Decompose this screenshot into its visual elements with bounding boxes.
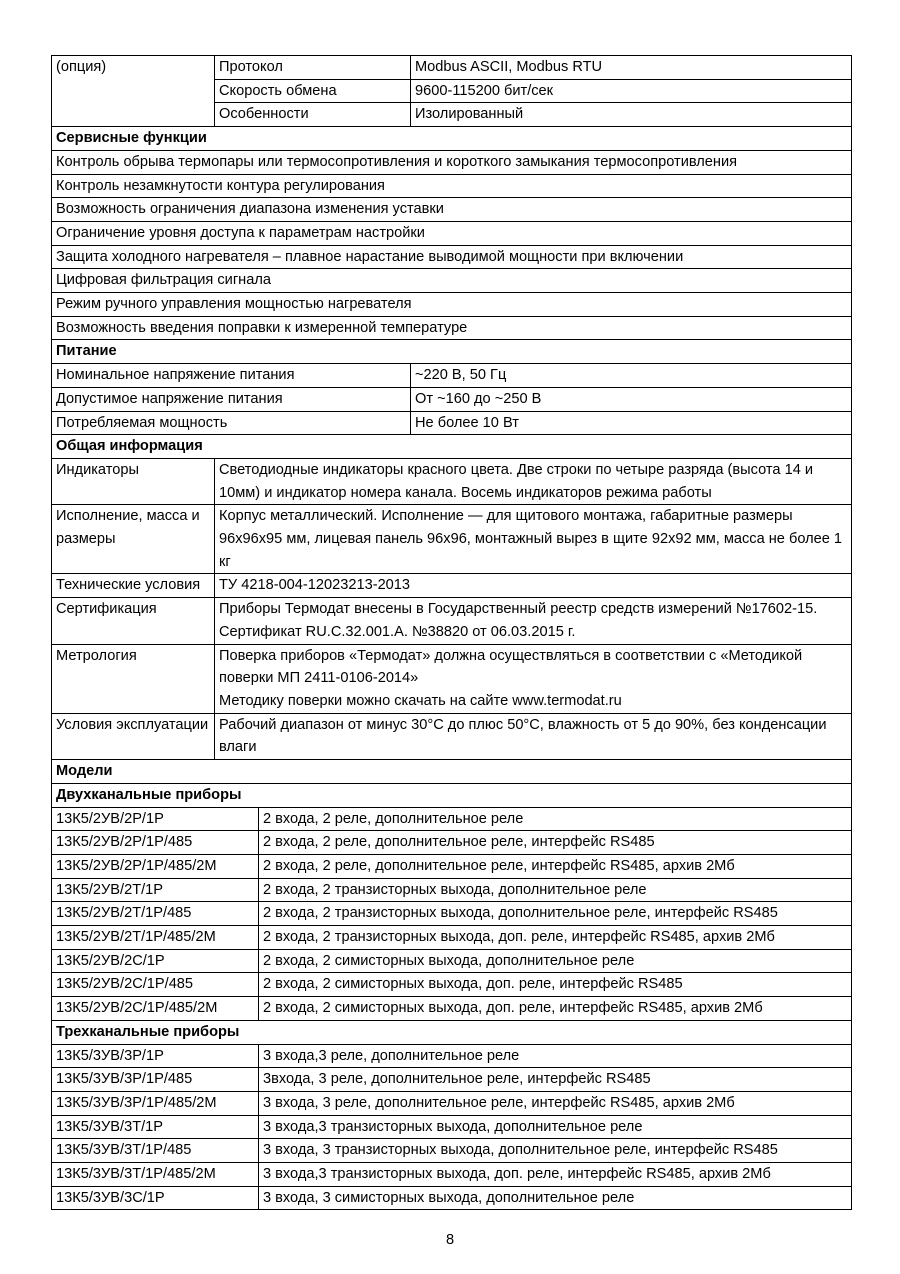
service-item: Защита холодного нагревателя – плавное нарастание выводимой мощности при включении [52,245,852,269]
section-header: Сервисные функции [52,127,852,151]
metrology-download-note: Методику поверки можно скачать на сайте www.termodat.ru [219,692,622,709]
service-item: Возможность введения поправки к измеренной температуре [52,316,852,340]
service-row [52,293,852,317]
model-desc: 2 входа, 2 транзисторных выхода, доп. реле, интерфейс RS485, архив 2Мб [259,926,852,950]
subsection-header: Трехканальные приборы [52,1020,852,1044]
service-item: Контроль незамкнутости контура регулирования [52,174,852,198]
model-row [52,973,852,997]
model-row [52,1115,852,1139]
power-label: Допустимое напряжение питания [52,387,411,411]
spec-table [51,55,852,1210]
service-row [52,245,852,269]
model-code: 13К5/3УВ/3Р/1Р/485 [52,1068,259,1092]
service-row [52,316,852,340]
model-row [52,807,852,831]
model-desc: 2 входа, 2 транзисторных выхода, дополнительное реле, интерфейс RS485 [259,902,852,926]
section-header: Питание [52,340,852,364]
model-desc: 2 входа, 2 симисторных выхода, доп. реле, интерфейс RS485 [259,973,852,997]
power-label: Номинальное напряжение питания [52,364,411,388]
service-row [52,150,852,174]
model-row [52,997,852,1021]
general-row [52,644,852,713]
general-label: Технические условия [52,574,215,598]
service-row [52,198,852,222]
power-value: ~220 В, 50 Гц [411,364,852,388]
comm-value: Изолированный [411,103,852,127]
model-row [52,902,852,926]
model-row [52,831,852,855]
model-code: 13К5/2УВ/2Т/1Р [52,878,259,902]
model-desc: 3 входа, 3 транзисторных выхода, дополнительное реле, интерфейс RS485 [259,1139,852,1163]
service-item: Режим ручного управления мощностью нагревателя [52,293,852,317]
section-header-row [52,127,852,151]
model-code: 13К5/3УВ/3С/1Р [52,1186,259,1210]
comm-label: Протокол [215,56,411,80]
model-code: 13К5/2УВ/2С/1Р [52,949,259,973]
service-item: Возможность ограничения диапазона изменения уставки [52,198,852,222]
general-label: Сертификация [52,598,215,644]
power-row [52,364,852,388]
model-row [52,854,852,878]
model-code: 13К5/2УВ/2Т/1Р/485/2М [52,926,259,950]
model-code: 13К5/2УВ/2Р/1Р/485 [52,831,259,855]
general-label: Исполнение, масса и размеры [52,505,215,574]
model-row [52,1186,852,1210]
comm-label: Скорость обмена [215,79,411,103]
model-code: 13К5/2УВ/2Р/1Р [52,807,259,831]
model-row [52,1068,852,1092]
general-label: Индикаторы [52,458,215,504]
comm-value: Modbus ASCII, Modbus RTU [411,56,852,80]
power-value: От ~160 до ~250 В [411,387,852,411]
model-row [52,1091,852,1115]
model-row [52,1163,852,1187]
model-code: 13К5/2УВ/2Т/1Р/485 [52,902,259,926]
model-desc: 3 входа,3 транзисторных выхода, дополнительное реле [259,1115,852,1139]
model-desc: 3входа, 3 реле, дополнительное реле, интерфейс RS485 [259,1068,852,1092]
section-header-row [52,340,852,364]
service-row [52,174,852,198]
subsection-header: Двухканальные приборы [52,783,852,807]
metrology-text: Поверка приборов «Термодат» должна осуществляться в соответствии с «Методикой поверки МП 2411-0106-2014» [219,647,803,687]
service-item: Цифровая фильтрация сигнала [52,269,852,293]
model-code: 13К5/2УВ/2С/1Р/485/2М [52,997,259,1021]
service-item: Ограничение уровня доступа к параметрам настройки [52,221,852,245]
comm-value: 9600-115200 бит/сек [411,79,852,103]
section-header-row [52,760,852,784]
model-code: 13К5/3УВ/3Р/1Р/485/2М [52,1091,259,1115]
model-row [52,1044,852,1068]
page-number: 8 [445,1232,455,1248]
model-desc: 3 входа, 3 симисторных выхода, дополнительное реле [259,1186,852,1210]
model-desc: 2 входа, 2 симисторных выхода, доп. реле, интерфейс RS485, архив 2Мб [259,997,852,1021]
model-code: 13К5/3УВ/3Т/1Р [52,1115,259,1139]
general-value: Светодиодные индикаторы красного цвета. Две строки по четыре разряда (высота 14 и 10мм) и индикатор номера канала. Восемь индикаторов режима работы [215,458,852,504]
section-header: Модели [52,760,852,784]
comm-label: Особенности [215,103,411,127]
model-desc: 2 входа, 2 реле, дополнительное реле, интерфейс RS485, архив 2Мб [259,854,852,878]
general-value: Рабочий диапазон от минус 30°С до плюс 50°С, влажность от 5 до 90%, без конденсации влаги [215,713,852,759]
subsection-header-row [52,783,852,807]
general-row [52,574,852,598]
model-code: 13К5/3УВ/3Т/1Р/485/2М [52,1163,259,1187]
model-row [52,1139,852,1163]
comm-row [52,56,852,80]
subsection-header-row [52,1020,852,1044]
model-row [52,949,852,973]
model-desc: 2 входа, 2 реле, дополнительное реле [259,807,852,831]
model-desc: 3 входа, 3 реле, дополнительное реле, интерфейс RS485, архив 2Мб [259,1091,852,1115]
power-label: Потребляемая мощность [52,411,411,435]
model-code: 13К5/2УВ/2С/1Р/485 [52,973,259,997]
general-row [52,598,852,644]
model-code: 13К5/3УВ/3Р/1Р [52,1044,259,1068]
model-desc: 2 входа, 2 реле, дополнительное реле, интерфейс RS485 [259,831,852,855]
spec-page [51,55,851,1210]
general-row [52,713,852,759]
power-row [52,411,852,435]
service-row [52,221,852,245]
service-item: Контроль обрыва термопары или термосопротивления и короткого замыкания термосопротивления [52,150,852,174]
model-code: 13К5/2УВ/2Р/1Р/485/2М [52,854,259,878]
power-row [52,387,852,411]
model-row [52,878,852,902]
general-value: Приборы Термодат внесены в Государственный реестр средств измерений №17602-15. Сертификат RU.C.32.001.A. №38820 от 06.03.2015 г. [215,598,852,644]
general-row [52,458,852,504]
model-row [52,926,852,950]
model-desc: 2 входа, 2 транзисторных выхода, дополнительное реле [259,878,852,902]
comm-group-label: (опция) [52,56,215,127]
general-value [215,644,852,713]
general-label: Метрология [52,644,215,713]
model-code: 13К5/3УВ/3Т/1Р/485 [52,1139,259,1163]
section-header-row [52,435,852,459]
general-row [52,505,852,574]
section-header: Общая информация [52,435,852,459]
model-desc: 2 входа, 2 симисторных выхода, дополнительное реле [259,949,852,973]
general-label: Условия эксплуатации [52,713,215,759]
general-value: Корпус металлический. Исполнение — для щитового монтажа, габаритные размеры 96х96х95 мм, лицевая панель 96х96, монтажный вырез в щите 92х92 мм, масса не более 1 кг [215,505,852,574]
power-value: Не более 10 Вт [411,411,852,435]
service-row [52,269,852,293]
model-desc: 3 входа,3 реле, дополнительное реле [259,1044,852,1068]
general-value: ТУ 4218-004-12023213-2013 [215,574,852,598]
model-desc: 3 входа,3 транзисторных выхода, доп. реле, интерфейс RS485, архив 2Мб [259,1163,852,1187]
